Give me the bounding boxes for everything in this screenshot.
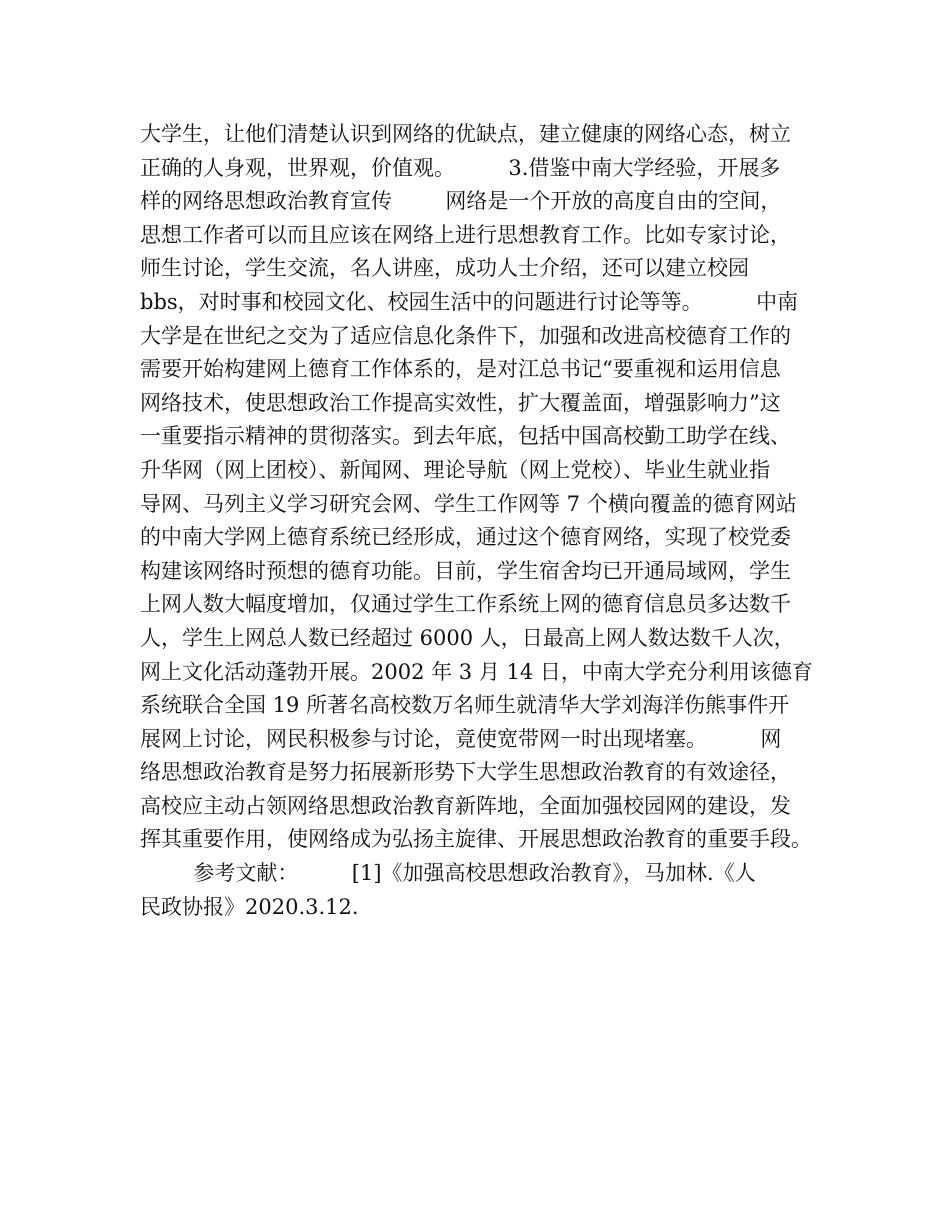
text-line: 大学生，让他们清楚认识到网络的优缺点，建立健康的网络心态，树立	[140, 122, 791, 146]
text-line: 思想工作者可以而且应该在网络上进行思想教育工作。比如专家讨论，	[140, 222, 791, 247]
references-line: 参考文献： [1]《加强高校思想政治教育》，马加林.《人	[140, 861, 756, 886]
text-line: 上网人数大幅度增加，仅通过学生工作系统上网的德育信息员多达数千	[140, 592, 791, 617]
text-line: 导网、马列主义学习研究会网、学生工作网等 7 个横向覆盖的德育网站	[140, 491, 797, 516]
text-line: 挥其重要作用，使网络成为弘扬主旋律、开展思想政治教育的重要手段。	[140, 827, 812, 852]
text-line: 需要开始构建网上德育工作体系的，是对江总书记“要重视和运用信息	[140, 357, 781, 382]
text-line: 一重要指示精神的贯彻落实。到去年底，包括中国高校勤工助学在线、	[140, 424, 791, 449]
text-line: 构建该网络时预想的德育功能。目前，学生宿舍均已开通局域网，学生	[140, 558, 791, 583]
text-line: 系统联合全国 19 所著名高校数万名师生就清华大学刘海洋伤熊事件开	[140, 693, 790, 718]
text-line: 正确的人身观，世界观，价值观。 3.借鉴中南大学经验，开展多	[140, 155, 781, 180]
text-line: 网络技术，使思想政治工作提高实效性，扩大覆盖面，增强影响力”这	[140, 390, 781, 415]
text-line: 展网上讨论，网民积极参与讨论，竟使宽带网一时出现堵塞。 网	[140, 726, 782, 751]
document-body	[140, 118, 820, 924]
references-line: 民政协报》2020.3.12.	[140, 894, 359, 919]
text-line: 网上文化活动蓬勃开展。2002 年 3 月 14 日，中南大学充分利用该德育	[140, 659, 813, 684]
text-line: 师生讨论，学生交流，名人讲座，成功人士介绍，还可以建立校园	[140, 256, 749, 281]
text-line: 大学是在世纪之交为了适应信息化条件下，加强和改进高校德育工作的	[140, 323, 791, 348]
text-line: 高校应主动占领网络思想政治教育新阵地，全面加强校园网的建设，发	[140, 793, 791, 818]
text-line: 络思想政治教育是努力拓展新形势下大学生思想政治教育的有效途径，	[140, 760, 791, 785]
text-line: 的中南大学网上德育系统已经形成，通过这个德育网络，实现了校党委	[140, 525, 791, 550]
text-line: 升华网（网上团校）、新闻网、理论导航（网上党校）、毕业生就业指	[140, 457, 770, 482]
text-line: 样的网络思想政治教育宣传 网络是一个开放的高度自由的空间，	[140, 189, 782, 214]
text-line: 人，学生上网总人数已经超过 6000 人，日最高上网人数达数千人次，	[140, 625, 795, 650]
text-line: bbs，对时事和校园文化、校园生活中的问题进行讨论等等。 中南	[140, 289, 799, 314]
